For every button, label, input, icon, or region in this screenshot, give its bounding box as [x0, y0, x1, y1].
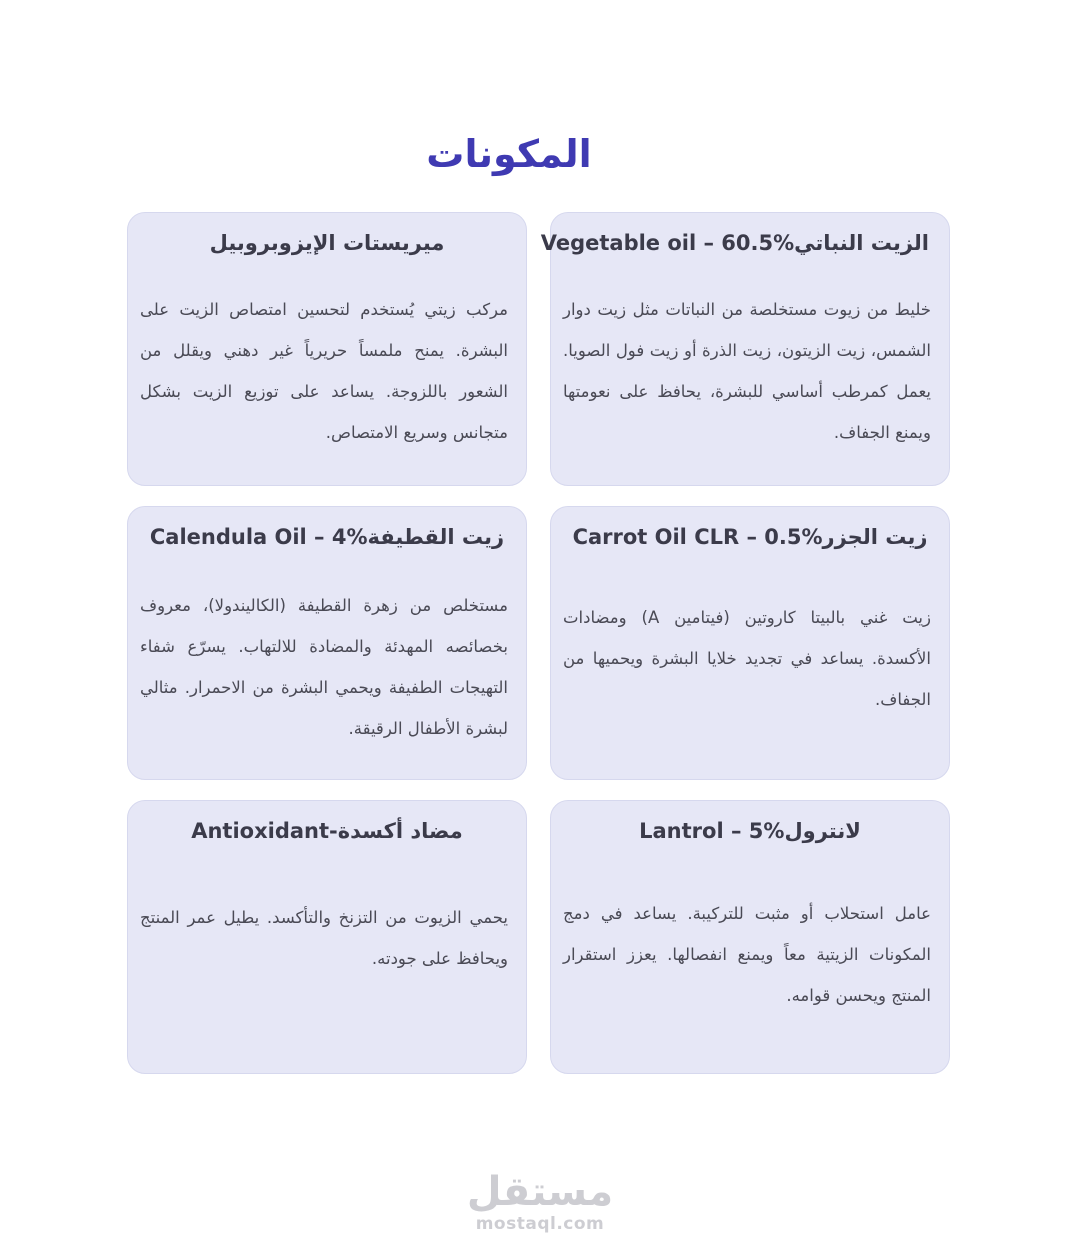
- card-title: [148, 525, 506, 549]
- card-title: [571, 525, 929, 549]
- card-description: مستخلص من زهرة القطيفة (الكاليندولا)، معروف بخصائصه المهدئة والمضادة للالتهاب. يسرّع شفاء التهيجات الطفيفة ويحمي البشرة من الاحمرار. مثالي لبشرة الأطفال الرقيقة.: [140, 596, 508, 738]
- ingredient-card-isopropyl-myristate: [127, 212, 527, 486]
- card-title-ar: زيت القطيفة: [367, 525, 505, 549]
- card-title-ar: لانترول: [784, 819, 861, 843]
- ingredient-card-calendula-oil: [127, 506, 527, 780]
- card-title-en: Calendula Oil – 4%: [149, 525, 368, 549]
- card-title-en: Carrot Oil CLR – 0.5%: [572, 525, 823, 549]
- ingredient-card-carrot-oil: [550, 506, 950, 780]
- ingredient-card-antioxidant: [127, 800, 527, 1074]
- card-title-ar: مضاد أكسدة-: [329, 819, 463, 843]
- card-description: خليط من زيوت مستخلصة من النباتات مثل زيت دوار الشمس، زيت الزيتون، زيت الذرة أو زيت فول الصويا. يعمل كمرطب أساسي للبشرة، يحافظ على نعومتها ويمنع الجفاف.: [563, 300, 931, 442]
- card-title-en: Antioxidant: [191, 819, 330, 843]
- card-description: زيت غني بالبيتا كاروتين (فيتامين A) ومضادات الأكسدة. يساعد في تجديد خلايا البشرة ويحميها من الجفاف.: [563, 608, 931, 709]
- mostaql-logo: [440, 1170, 640, 1234]
- card-title: [148, 819, 506, 843]
- ingredient-card-lantrol: [550, 800, 950, 1074]
- card-description: عامل استحلاب أو مثبت للتركيبة. يساعد في دمج المكونات الزيتية معاً ويمنع انفصالها. يعزز استقرار المنتج ويحسن قوامه.: [563, 904, 931, 1005]
- card-title: [148, 231, 506, 255]
- card-title-ar: الزيت النباتي: [794, 231, 929, 255]
- card-description: مركب زيتي يُستخدم لتحسين امتصاص الزيت على البشرة. يمنح ملمساً حريرياً غير دهني ويقلل من الشعور باللزوجة. يساعد على توزيع الزيت بشكل متجانس وسريع الامتصاص.: [140, 300, 508, 442]
- card-title: [540, 231, 929, 255]
- card-title-ar: زيت الجزر: [822, 525, 928, 549]
- card-title-ar: ميريستات الإيزوبروبيل: [209, 231, 445, 255]
- card-title-en: Vegetable oil – 60.5%: [540, 231, 795, 255]
- ingredient-card-vegetable-oil: [540, 212, 950, 486]
- card-description: يحمي الزيوت من التزنخ والتأكسد. يطيل عمر المنتج ويحافظ على جودته.: [140, 908, 508, 968]
- card-title: [571, 819, 929, 843]
- card-title-en: Lantrol – 5%: [639, 819, 785, 843]
- logo-url: mostaql.com: [475, 1214, 605, 1234]
- page-title: المكونات: [426, 132, 592, 176]
- logo-arabic: مستقل: [466, 1169, 614, 1215]
